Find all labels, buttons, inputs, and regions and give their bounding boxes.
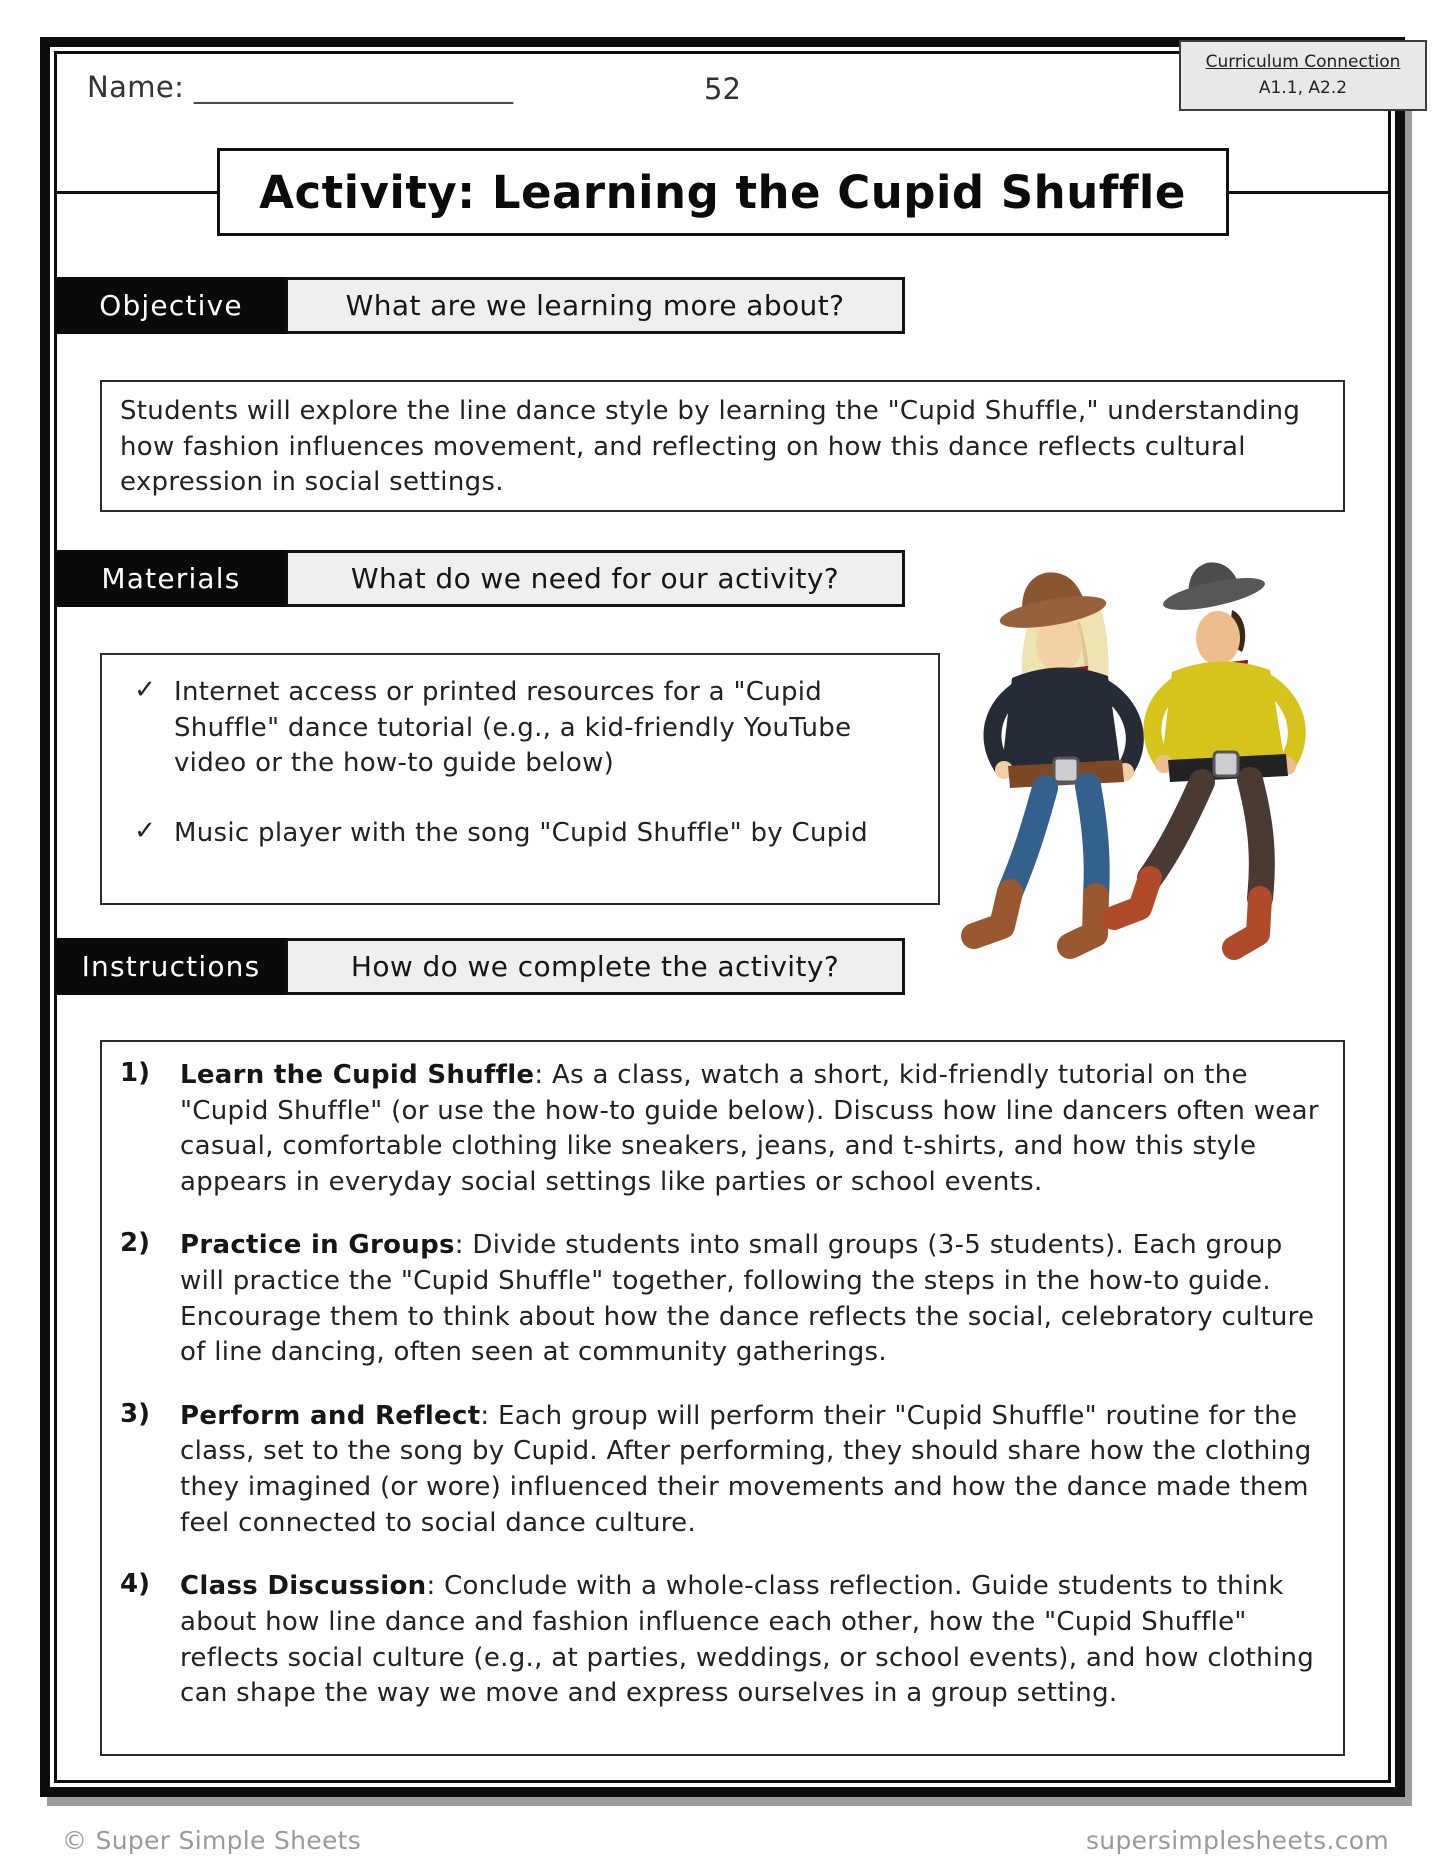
step-text xyxy=(180,1058,1319,1200)
step-body: : As a class, watch a short, kid-friendly tutorial on the "Cupid Shuffle" (or use the how-to guide below). Discuss how line dancers often wear casual, comfortable clothing like sneakers, jeans, and t-shirts, and how this style appears in everyday social settings like parties or school events. xyxy=(180,1060,1319,1197)
step-number: 3) xyxy=(120,1398,150,1429)
curriculum-connection-box xyxy=(1179,40,1427,111)
objective-body-text: Students will explore the line dance style by learning the "Cupid Shuffle," understanding how fashion influences movement, and reflecting on how this dance reflects cultural expression in social settings. xyxy=(120,396,1301,498)
instruction-step xyxy=(120,1569,1319,1711)
step-number: 2) xyxy=(120,1228,150,1259)
materials-list-box xyxy=(100,653,940,905)
footer-copyright: © Super Simple Sheets xyxy=(62,1826,362,1855)
objective-header-row xyxy=(57,277,905,334)
materials-question: What do we need for our activity? xyxy=(285,550,905,607)
step-title: Perform and Reflect xyxy=(180,1400,481,1431)
page-frame-inner xyxy=(54,51,1391,1783)
objective-body-box xyxy=(100,380,1345,512)
step-body: : Conclude with a whole-class reflection. Guide students to think about how line dance and fashion influence each other, how the "Cupid Shuffle" reflects social culture (e.g., at parties, weddings, or school events), and how clothing can shape the way we move and express ourselves in a group setting. xyxy=(180,1571,1315,1709)
materials-section-label: Materials xyxy=(57,550,285,607)
checkmark-icon: ✓ xyxy=(134,815,156,846)
step-title: Learn the Cupid Shuffle xyxy=(180,1060,535,1090)
checkmark-icon: ✓ xyxy=(134,675,156,705)
instruction-step xyxy=(120,1399,1319,1541)
curriculum-connection-codes: A1.1, A2.2 xyxy=(1258,78,1348,99)
material-item-text: Music player with the song "Cupid Shuffle" by Cupid xyxy=(174,817,868,848)
step-text xyxy=(180,1569,1319,1711)
materials-header-row xyxy=(57,550,905,607)
dancer-woman xyxy=(974,563,1135,946)
line-dancers-illustration xyxy=(950,560,1390,1000)
step-number: 1) xyxy=(120,1058,150,1088)
step-title: Class Discussion xyxy=(180,1571,427,1602)
curriculum-connection-title: Curriculum Connection xyxy=(1205,52,1401,72)
page-number: 52 xyxy=(704,72,741,106)
step-body: : Each group will perform their "Cupid Shuffle" routine for the class, set to the song by Cupid. After performing, they should share how the clothing they imagined (or wore) influenced their movements and how the dance made them feel connected to social dance culture. xyxy=(180,1400,1312,1538)
step-text xyxy=(180,1399,1319,1541)
instruction-step xyxy=(120,1058,1319,1200)
step-title: Practice in Groups xyxy=(180,1230,455,1261)
name-blank-field[interactable]: ______________________ xyxy=(193,70,513,104)
objective-section-label: Objective xyxy=(57,277,285,334)
footer-website: supersimplesheets.com xyxy=(1085,1826,1389,1855)
material-item xyxy=(116,675,902,782)
material-item-text: Internet access or printed resources for a "Cupid Shuffle" dance tutorial (e.g., a kid-friendly YouTube video or the how-to guide below) xyxy=(174,677,852,779)
objective-question: What are we learning more about? xyxy=(285,277,905,334)
instructions-question: How do we complete the activity? xyxy=(285,938,905,995)
step-number: 4) xyxy=(120,1569,150,1600)
step-text xyxy=(180,1228,1319,1370)
instruction-step xyxy=(120,1228,1319,1370)
instructions-steps-box xyxy=(100,1040,1345,1756)
page-frame xyxy=(40,37,1405,1797)
material-item xyxy=(116,816,902,852)
instructions-header-row xyxy=(57,938,905,995)
step-body: : Divide students into small groups (3-5 students). Each group will practice the "Cupid Shuffle" together, following the steps in the how-to guide. Encourage them to think about how the dance reflects the social, celebratory culture of line dancing, often seen at community gatherings. xyxy=(180,1230,1315,1368)
page-title: Activity: Learning the Cupid Shuffle xyxy=(217,148,1229,236)
name-label: Name: xyxy=(87,70,185,104)
instructions-section-label: Instructions xyxy=(57,938,285,995)
